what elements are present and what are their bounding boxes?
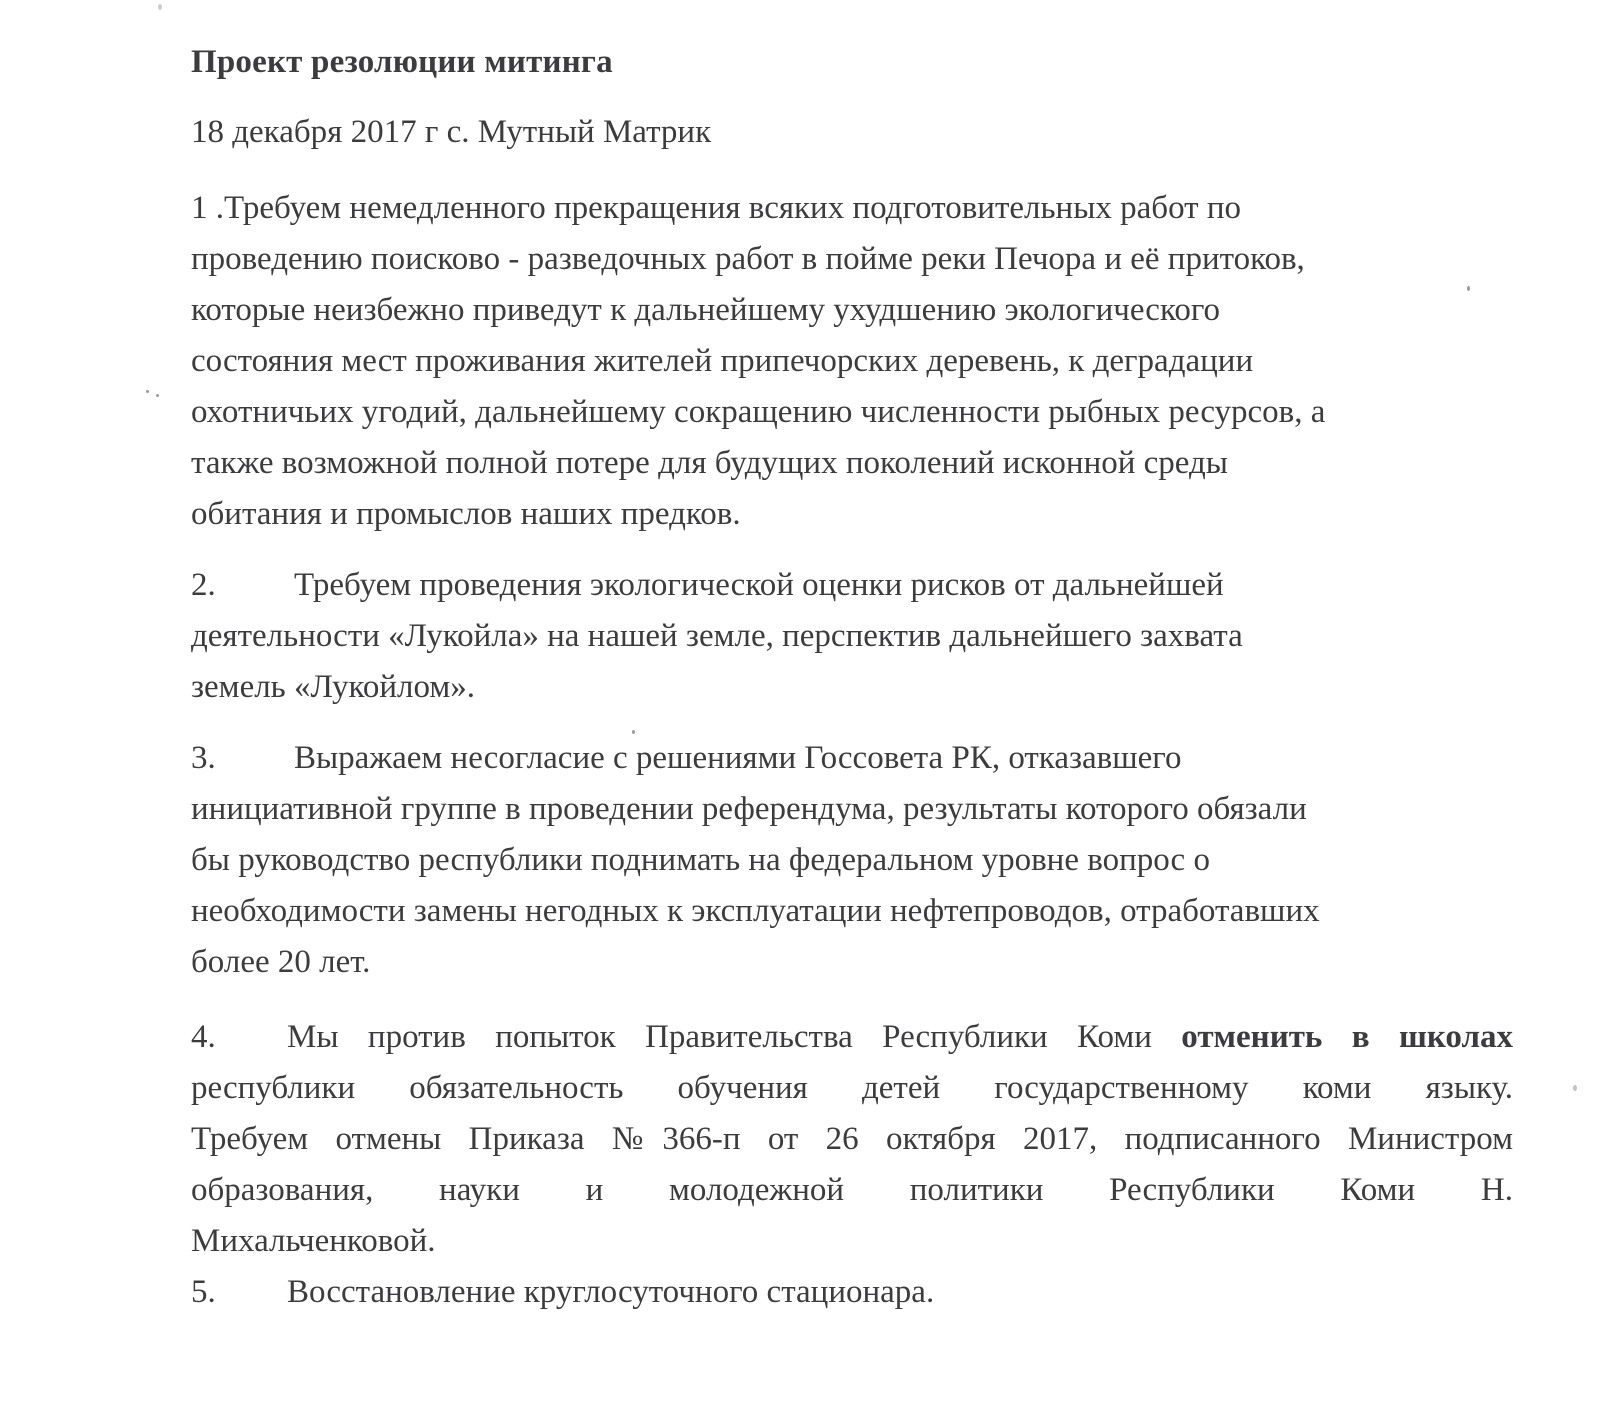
- item-3-line-1: [191, 733, 1481, 784]
- item-text-line: бы руководство республики поднимать на федеральном уровне вопрос о: [191, 842, 1210, 878]
- item-number: 1 .: [191, 190, 224, 226]
- item-text-line: которые неизбежно приведут к дальнейшему ухудшению экологического: [191, 292, 1221, 328]
- item-text-emphasis: отменить в школах: [1181, 1019, 1513, 1055]
- item-number: 2.: [191, 567, 216, 603]
- item-text-line: охотничьих угодий, дальнейшему сокращению численности рыбных ресурсов, а: [191, 394, 1326, 430]
- item-text-line: более 20 лет.: [191, 944, 371, 980]
- scan-speck: [146, 390, 149, 393]
- item-text: Восстановление круглосуточного стационара.: [287, 1274, 935, 1310]
- item-text: Мы против попыток Правительства Республики Коми: [287, 1019, 1182, 1055]
- item-text-line: обитания и промыслов наших предков.: [191, 496, 741, 532]
- item-text-line: образования, науки и молодежной политики Республики Коми Н.: [191, 1172, 1513, 1208]
- item-text-line: земель «Лукойлом».: [191, 669, 476, 705]
- resolution-item-5: [191, 1267, 1481, 1318]
- document-title: Проект резолюции митинга: [191, 44, 613, 80]
- item-1-line-1: [191, 183, 1481, 234]
- scan-speck: [1573, 1085, 1577, 1091]
- scan-speck: [158, 4, 162, 10]
- item-text-line: инициативной группе в проведении референдума, результаты которого обязали: [191, 791, 1307, 827]
- item-2-line-1: [191, 560, 1411, 611]
- item-text: Выражаем несогласие с решениями Госсовета РК, отказавшего: [294, 740, 1182, 776]
- resolution-item-4: [191, 1012, 1513, 1267]
- resolution-item-1: [191, 183, 1481, 540]
- item-text-line: республики обязательность обучения детей государственному коми языку.: [191, 1070, 1513, 1106]
- resolution-item-2: [191, 560, 1411, 713]
- item-number: 3.: [191, 740, 216, 776]
- scan-speck: [156, 394, 159, 397]
- item-text-line: также возможной полной потере для будущих поколений исконной среды: [191, 445, 1228, 481]
- item-4-line-1: [191, 1012, 1513, 1063]
- item-text: Требуем проведения экологической оценки рисков от дальнейшей: [294, 567, 1224, 603]
- item-text: Требуем немедленного прекращения всяких подготовительных работ по: [224, 190, 1241, 226]
- item-text-line: Требуем отмены Приказа №366-п от 26 октября 2017, подписанного Министром: [191, 1121, 1513, 1157]
- item-text-line: деятельности «Лукойла» на нашей земле, перспектив дальнейшего захвата: [191, 618, 1243, 654]
- item-text-line: необходимости замены негодных к эксплуатации нефтепроводов, отработавших: [191, 893, 1320, 929]
- item-text-line: состояния мест проживания жителей припечорских деревень, к деградации: [191, 343, 1254, 379]
- document-dateline: 18 декабря 2017 г с. Мутный Матрик: [191, 114, 712, 150]
- resolution-item-3: [191, 733, 1481, 988]
- item-number: 4.: [191, 1019, 216, 1055]
- scan-speck: [1467, 286, 1470, 291]
- item-number: 5.: [191, 1274, 216, 1310]
- item-text-line: проведению поисково - разведочных работ в пойме реки Печора и её притоков,: [191, 241, 1305, 277]
- item-5-line-1: [191, 1267, 1481, 1318]
- scan-speck: [632, 730, 635, 734]
- item-text-line: Михальченковой.: [191, 1223, 436, 1259]
